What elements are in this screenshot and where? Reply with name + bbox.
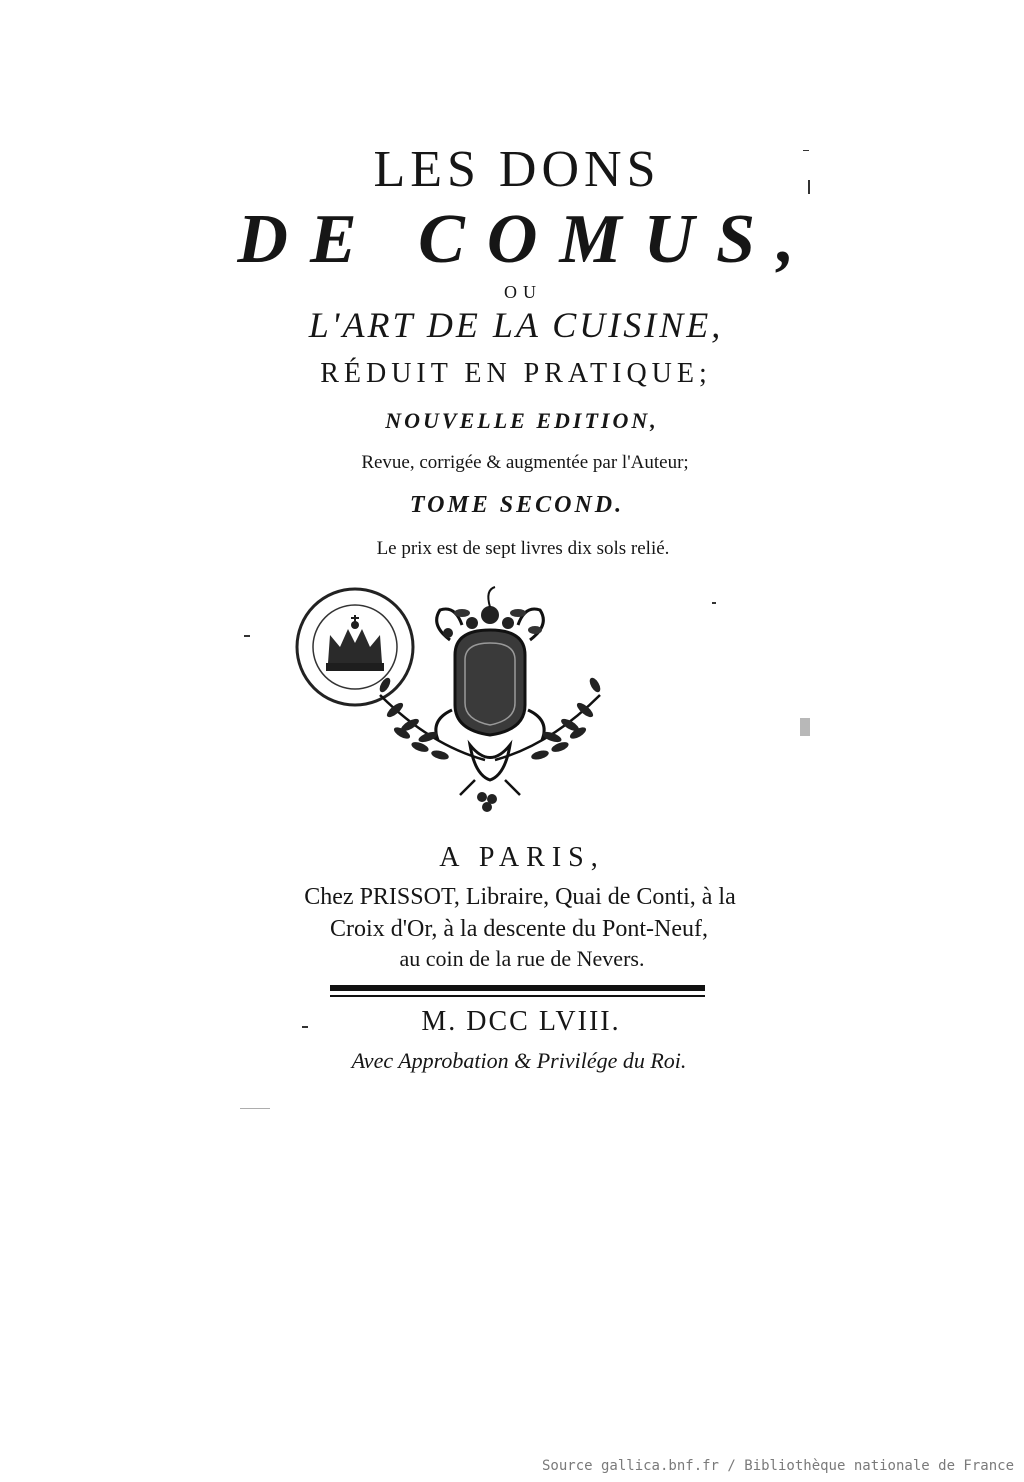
imprint-date: M. DCC LVIII. [421, 1006, 621, 1037]
armorial-ornament [290, 585, 710, 815]
edition-revision: Revue, corrigée & augmentée par l'Auteur; [361, 452, 689, 473]
subtitle-line-2: RÉDUIT EN PRATIQUE; [320, 358, 712, 389]
volume-label: TOME SECOND. [409, 492, 625, 518]
double-rule-thin [330, 995, 705, 997]
approbation-note: Avec Approbation & Privilége du Roi. [351, 1048, 687, 1073]
publisher-line-3: au coin de la rue de Nevers. [399, 946, 645, 971]
title-line-2: DE COMUS, [237, 201, 817, 278]
imprint-place: A PARIS, [439, 842, 605, 873]
source-attribution: Source gallica.bnf.fr / Bibliothèque nationale de France [541, 1458, 1014, 1474]
title-line-1: LES DONS [373, 141, 661, 198]
edition-label: NOUVELLE EDITION, [385, 408, 659, 433]
title-connector: OU [504, 282, 542, 302]
cartouche-shield [436, 609, 544, 740]
scan-speck [244, 635, 250, 637]
publisher-line-2: Croix d'Or, à la descente du Pont-Neuf, [330, 916, 708, 942]
double-rule-thick [330, 985, 705, 991]
scan-speck [240, 1108, 270, 1109]
scan-speck [800, 718, 810, 736]
price-note: Le prix est de sept livres dix sols relié. [376, 538, 670, 559]
crown-icon [326, 615, 384, 671]
scan-speck [712, 602, 716, 604]
scan-speck [808, 180, 810, 194]
subtitle-line-1: L'ART DE LA CUISINE, [308, 305, 724, 345]
scan-speck [302, 1026, 308, 1028]
publisher-line-1: Chez PRISSOT, Libraire, Quai de Conti, à la [304, 884, 736, 910]
library-stamp [297, 589, 413, 705]
scan-speck [803, 150, 809, 151]
